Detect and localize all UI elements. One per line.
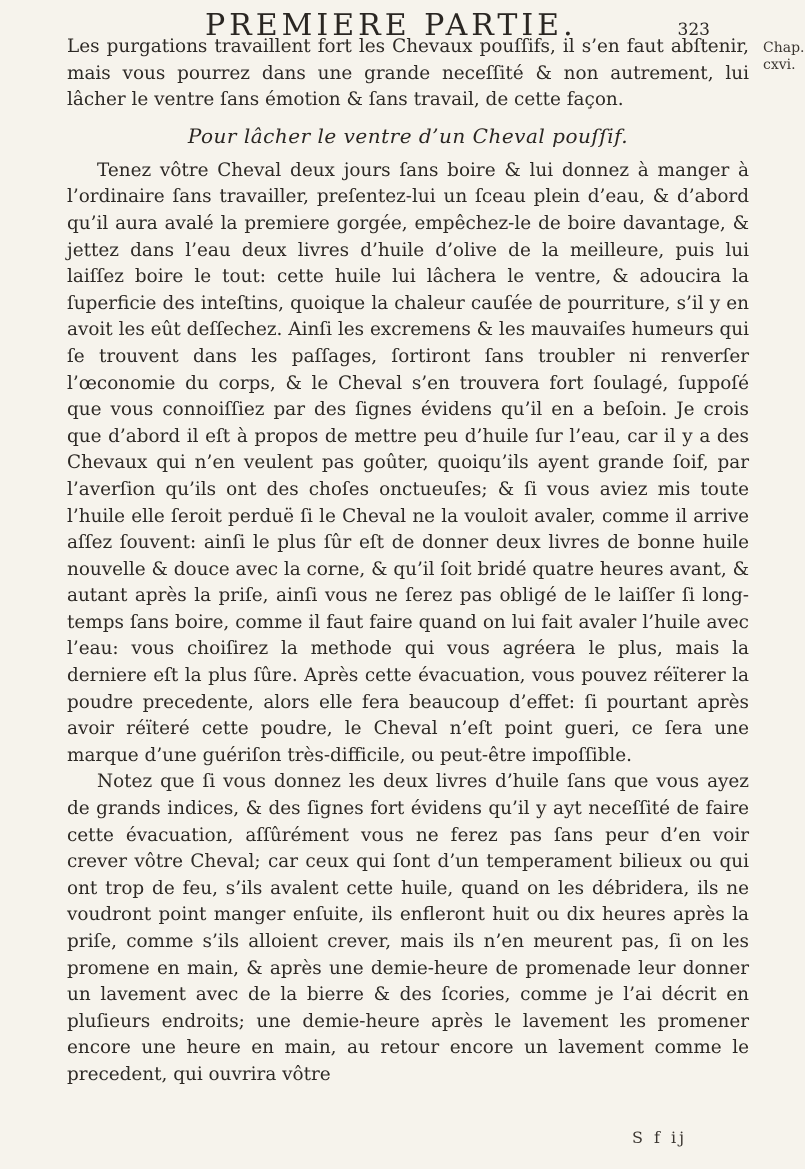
main-text xyxy=(67,34,749,1089)
signature-mark: S f ij xyxy=(632,1128,688,1147)
margin-note-number: cxvi. xyxy=(763,57,796,73)
paragraph-intro: Les purgations travaillent fort les Chevaux pouſſifs, il s’en faut abſtenir, mais vous pourrez dans une grande neceſſité & non autrement, lui lâcher le ventre ſans émotion & ſans travail, de cette façon. xyxy=(67,36,749,111)
section-heading: Pour lâcher le ventre d’un Cheval pouſſif. xyxy=(187,123,629,148)
paragraph-remedy: Tenez vôtre Cheval deux jours ſans boire & lui donnez à manger à l’ordinaire ſans travailler, preſentez-lui un ſceau plein d’eau, & d’abord qu’il aura avalé la premiere gorgée, empêchez-le de boire davantage, & jettez dans l’eau deux livres d’huile d’olive de la meilleure, puis lui laiſſez boire le tout: cette huile lui lâchera le ventre, & adoucira la ſuperficie des inteſtins, quoique la chaleur cauſée de pourriture, s’il y en avoit les eût deſſechez. Ainſi les excremens & les mauvaiſes humeurs qui ſe trouvent dans les paſſages, ſortiront ſans troubler ni renverſer l’œconomie du corps, & le Cheval s’en trouvera fort ſoulagé, ſuppoſé que vous connoiſſiez par des ſignes évidens qu’il en a beſoin. Je crois que d’abord il eſt à propos de mettre peu d’huile ſur l’eau, car il y a des Chevaux qui n’en veulent pas goûter, quoiqu’ils ayent grande ſoif, par l’averſion qu’ils ont des choſes onctueuſes; & ſi vous aviez mis toute l’huile elle ſeroit perduë ſi le Cheval ne la vouloit avaler, comme il arrive aſſez ſouvent: ainſi le plus ſûr eſt de donner deux livres de bonne huile nouvelle & douce avec la corne, & qu’il ſoit bridé quatre heures avant, & autant après la priſe, ainſi vous ne ſerez pas obligé de le laiſſer ſi long-temps ſans boire, comme il faut faire quand on lui fait avaler l’huile avec l’eau: vous choiſirez la methode qui vous agréera le plus, mais la derniere eſt la plus ſûre. Après cette évacuation, vous pouvez réïterer la poudre precedente, alors elle fera beaucoup d’effet: ſi pourtant après avoir réïteré cette poudre, le Cheval n’eſt point gueri, ce ſera une marque d’une guériſon très-difficile, ou peut-être impoſſible. xyxy=(67,159,749,766)
paragraph-note: Notez que ſi vous donnez les deux livres d’huile ſans que vous ayez de grands indices, & des ſignes fort évidens qu’il y ayt neceſſité de faire cette évacuation, aſſûrément vous ne ferez pas ſans peur d’en voir crever vôtre Cheval; car ceux qui ſont d’un temperament bilieux ou qui ont trop de feu, s’ils avalent cette huile, quand on les débridera, ils ne voudront point manger enſuite, ils enfleront huit ou dix heures après la priſe, comme s’ils alloient crever, mais ils n’en meurent pas, ſi on les promene en main, & après une demie-heure de promenade leur donner un lavement avec de la bierre & des ſcories, comme je l’ai décrit en pluſieurs endroits; une demie-heure après le lavement les promener encore une heure en main, au retour encore un lavement comme le precedent, qui ouvrira vôtre xyxy=(67,771,749,1085)
chapter-margin-note xyxy=(763,40,805,74)
page-number: 323 xyxy=(677,20,710,40)
running-title: PREMIERE PARTIE. xyxy=(205,8,577,43)
margin-note-chapter: Chap. xyxy=(763,40,805,56)
